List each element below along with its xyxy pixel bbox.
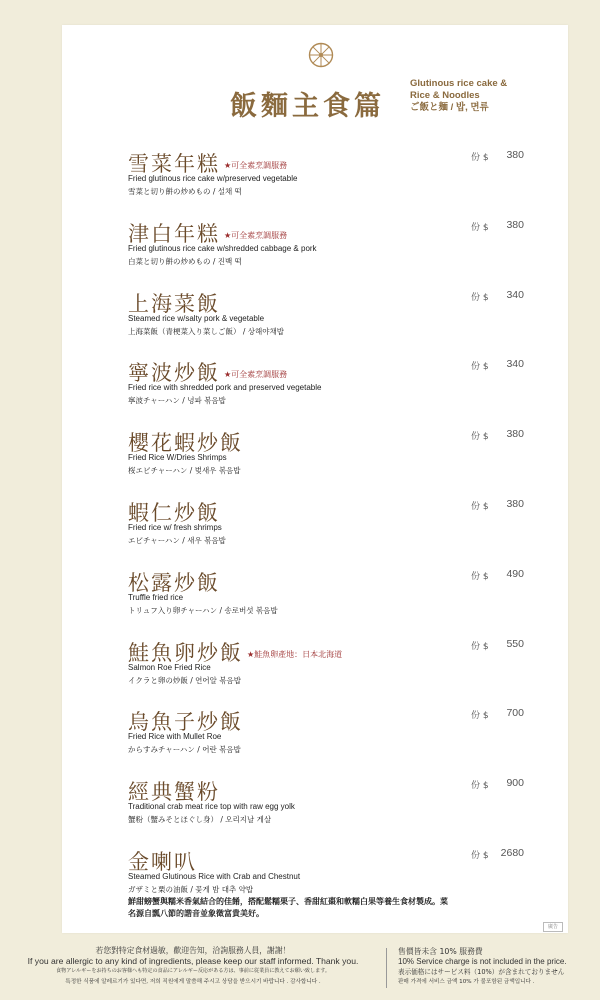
item-english: Steamed rice w/salty pork & vegetable (128, 314, 265, 323)
service-charge-ko: 판매 가격에 서비스 금액 10% 가 불포함된 금액입니다 . (398, 979, 535, 985)
item-note: ★可全素烹調服務 (224, 161, 288, 170)
service-charge-notice (398, 946, 598, 988)
price-unit: 份 $ (471, 711, 489, 721)
price-unit: 份 $ (471, 851, 489, 861)
service-charge-zh: 售價皆未含 10% 服務費 (398, 947, 483, 956)
item-price: 490 (506, 568, 524, 580)
item-price: 550 (506, 638, 524, 650)
item-name: 寧波炒飯 ★可全素烹調服務 (128, 361, 288, 385)
item-name: 雪菜年糕 ★可全素烹調服務 (128, 152, 288, 176)
item-japanese-korean: 上海菜飯（青梗菜入り菜しご飯） / 상해야채밥 (128, 327, 285, 336)
item-japanese-korean: からすみチャーハン / 어란 볶음밥 (128, 745, 241, 754)
price-unit: 份 $ (471, 223, 489, 233)
price-unit: 份 $ (471, 293, 489, 303)
item-name: 經典蟹粉 (128, 780, 220, 804)
item-english: Fried rice with shredded pork and preserved vegetable (128, 383, 322, 392)
item-price: 2680 (500, 847, 524, 859)
item-japanese-korean: 雪菜と切り餅の炒めもの / 설채 떡 (128, 187, 242, 196)
item-english: Truffle fried rice (128, 593, 184, 602)
price-unit: 份 $ (471, 781, 489, 791)
item-name: 松露炒飯 (128, 571, 220, 595)
item-japanese-korean: 蟹粉（蟹みそとほぐし身） / 오리지날 게살 (128, 815, 272, 824)
price-unit: 份 $ (471, 502, 489, 512)
item-name: 烏魚子炒飯 (128, 710, 243, 734)
item-name: 鮭魚卵炒飯 ★鮭魚卵產地：日本北海道 (128, 641, 343, 665)
item-japanese-korean: エビチャーハン / 새우 볶음밥 (128, 536, 226, 545)
item-name: 櫻花蝦炒飯 (128, 431, 243, 455)
item-english: Traditional crab meat rice top with raw egg yolk (128, 802, 295, 811)
item-note: ★可全素烹調服務 (224, 231, 288, 240)
ad-stamp: 廣告 (543, 922, 563, 932)
item-japanese-korean: ガザミと栗の油飯 / 꽃게 밤 대추 약밥 (128, 885, 254, 894)
item-price: 380 (506, 428, 524, 440)
allergy-notice-ja: 食物アレルギーをお持ちのお客様へも特定の食品にアレルギー反応がある方は、事前に従業員に教えてお願い致します。 (56, 968, 330, 974)
item-note: ★鮭魚卵產地：日本北海道 (247, 650, 343, 659)
item-name: 上海菜飯 (128, 292, 220, 316)
allergy-notice-ko: 특정한 식품에 알레르기가 있다면, 저희 직원에게 말씀해 주시고 상담을 받으시기 바랍니다 . 감사합니다 . (65, 979, 321, 985)
section-subtitle (410, 78, 540, 114)
item-japanese-korean: トリュフ入り卵チャーハン / 송로버섯 볶음밥 (128, 606, 278, 615)
item-name: 金喇叭 (128, 850, 197, 874)
item-english: Fried glutinous rice cake w/preserved vegetable (128, 174, 298, 183)
item-price: 340 (506, 289, 524, 301)
footer-divider (386, 948, 387, 988)
allergy-notice-en: If you are allergic to any kind of ingredients, please keep our staff informed. Thank you. (27, 956, 359, 966)
section-title: 飯麵主食篇 (230, 91, 385, 122)
item-english: Fried glutinous rice cake w/shredded cabbage & pork (128, 244, 317, 253)
item-price: 380 (506, 149, 524, 161)
item-english: Fried Rice W/Dries Shrimps (128, 453, 227, 462)
service-charge-en: 10% Service charge is not included in the price. (398, 957, 567, 966)
wheel-emblem-icon (308, 42, 334, 68)
item-japanese-korean: 桜エビチャーハン / 벚새우 볶음밥 (128, 466, 241, 475)
price-unit: 份 $ (471, 432, 489, 442)
item-english: Fried rice w/ fresh shrimps (128, 523, 222, 532)
item-japanese-korean: 白菜と切り餅の炒めもの / 진백 떡 (128, 257, 242, 266)
item-name: 津白年糕 ★可全素烹調服務 (128, 222, 288, 246)
item-price: 900 (506, 777, 524, 789)
item-price: 380 (506, 498, 524, 510)
section-subtitle-line1: Glutinous rice cake & (410, 78, 508, 89)
price-unit: 份 $ (471, 153, 489, 163)
section-subtitle-line2: Rice & Noodles (410, 90, 480, 101)
service-charge-ja: 表示価格にはサービス料（10%）が含まれておりません (398, 968, 565, 976)
item-price: 340 (506, 358, 524, 370)
item-price: 380 (506, 219, 524, 231)
item-price: 700 (506, 707, 524, 719)
price-unit: 份 $ (471, 362, 489, 372)
price-unit: 份 $ (471, 572, 489, 582)
price-unit: 份 $ (471, 642, 489, 652)
item-japanese-korean: 寧波チャーハン / 녕파 볶음밥 (128, 396, 226, 405)
item-name: 蝦仁炒飯 (128, 501, 220, 525)
section-subtitle-jk: ご飯と麺 / 밥, 면류 (410, 102, 489, 113)
item-description: 鮮甜螃蟹與糯米香氣結合的佳餚，搭配鬆糯栗子、香甜紅棗和軟糯白果等養生食材製成。菜名源自瓢八節的諧音並象徵富貴美好。 (128, 897, 448, 918)
item-japanese-korean: イクラと卵の炒飯 / 연어알 볶음밥 (128, 676, 241, 685)
item-english: Steamed Glutinous Rice with Crab and Chestnut (128, 872, 301, 881)
allergy-notice-zh: 若您對特定食材過敏，歡迎告知，洽詢服務人員，謝謝！ (95, 946, 291, 955)
allergy-notice (0, 946, 386, 988)
item-english: Fried Rice with Mullet Roe (128, 732, 222, 741)
item-note: ★可全素烹調服務 (224, 370, 288, 379)
item-english: Salmon Roe Fried Rice (128, 663, 211, 672)
